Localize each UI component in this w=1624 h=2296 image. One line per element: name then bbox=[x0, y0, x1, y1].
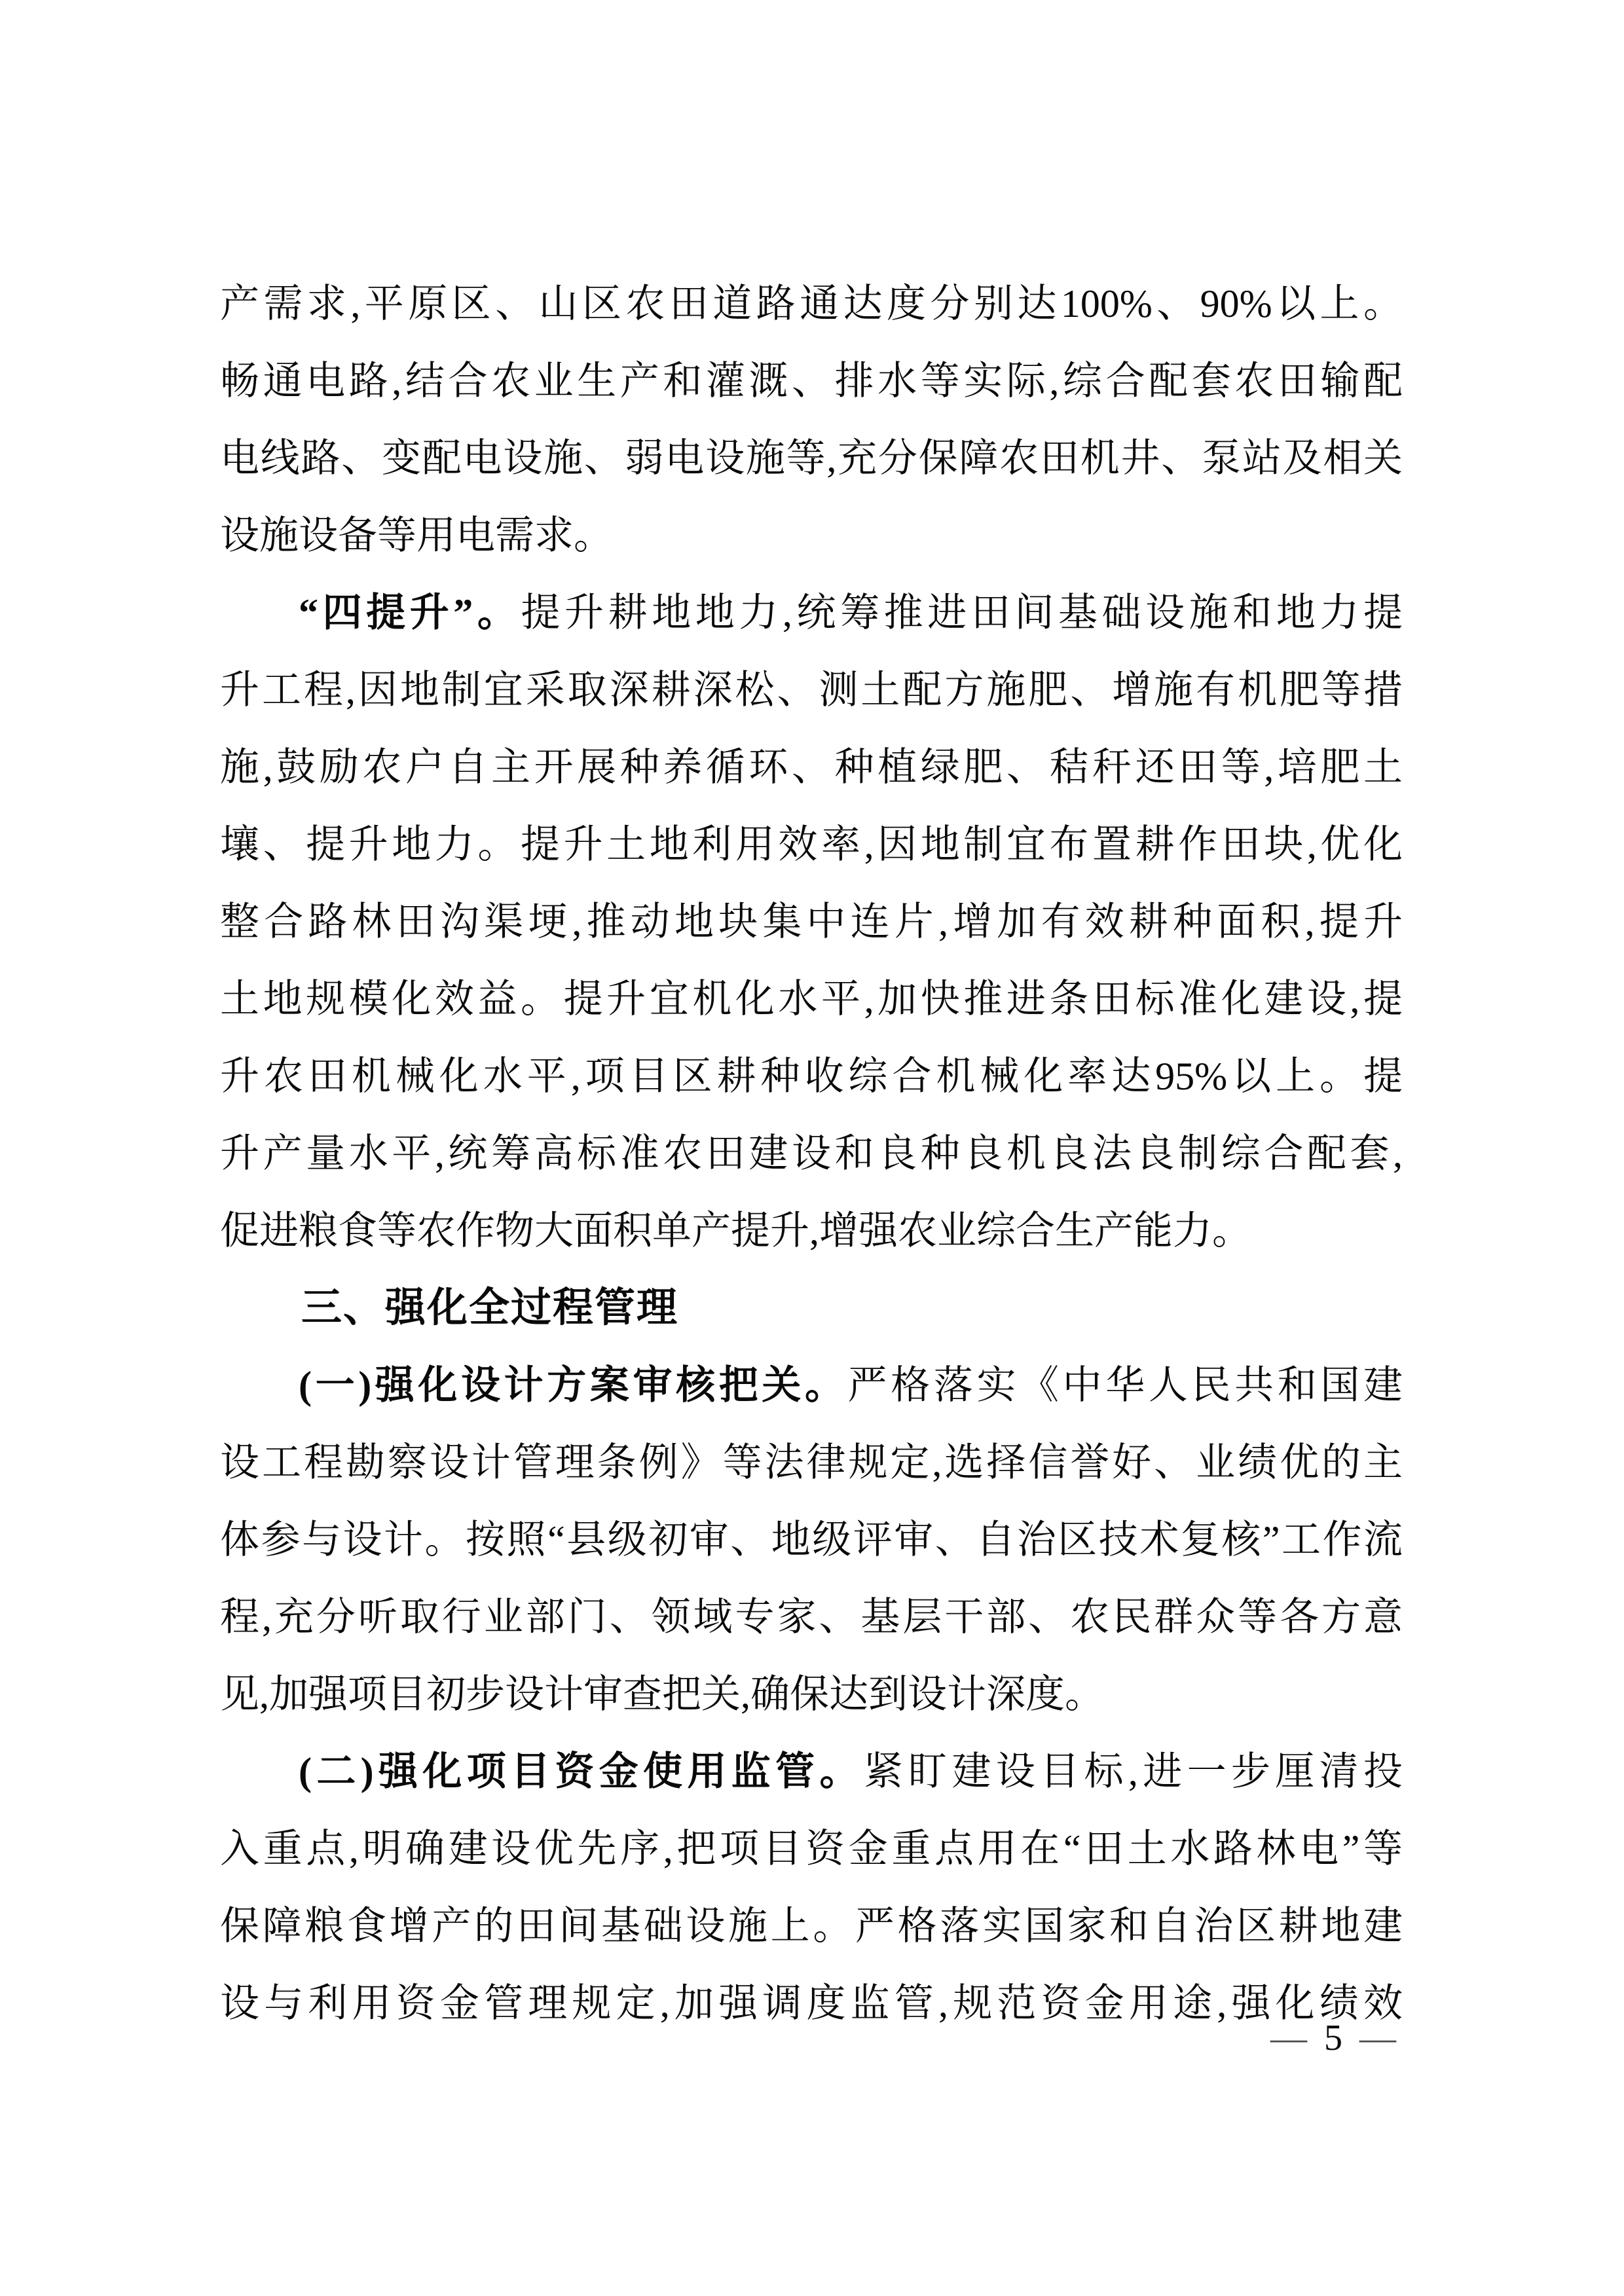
text-line bbox=[220, 497, 1403, 574]
line-text: 紧盯建设目标,进一步厘清投 bbox=[863, 1750, 1403, 1793]
text-line bbox=[220, 806, 1403, 883]
line-text: 程,充分听取行业部门、领域专家、基层干部、农民群众等各方意 bbox=[220, 1595, 1403, 1639]
text-line bbox=[220, 420, 1403, 497]
line-text: 提升耕地地力,统筹推进田间基础设施和地力提 bbox=[521, 591, 1403, 634]
section-heading bbox=[220, 1269, 1403, 1347]
text-line bbox=[220, 342, 1403, 420]
text-line bbox=[220, 1038, 1403, 1115]
text-block bbox=[220, 265, 1403, 2042]
line-text: 设施设备等用电需求。 bbox=[220, 514, 613, 557]
line-text: 产需求,平原区、山区农田道路通达度分别达100%、90%以上。 bbox=[220, 282, 1403, 325]
page-number bbox=[1270, 2015, 1396, 2061]
text-line bbox=[220, 1347, 1403, 1424]
text-line bbox=[220, 1115, 1403, 1192]
line-text: 严格落实《中华人民共和国建 bbox=[847, 1364, 1403, 1407]
line-text: 土地规模化效益。提升宜机化水平,加快推进条田标准化建设,提 bbox=[220, 977, 1403, 1021]
line-text: 保障粮食增产的田间基础设施上。严格落实国家和自治区耕地建 bbox=[220, 1904, 1403, 1948]
line-text: 升农田机械化水平,项目区耕种收综合机械化率达95%以上。提 bbox=[220, 1055, 1403, 1098]
text-line bbox=[220, 1656, 1403, 1733]
line-text: 升产量水平,统筹高标准农田建设和良种良机良法良制综合配套, bbox=[220, 1132, 1403, 1175]
emphasis-lead: (一)强化设计方案审核把关。 bbox=[299, 1364, 848, 1407]
text-line bbox=[220, 960, 1403, 1038]
line-text: 升工程,因地制宜采取深耕深松、测土配方施肥、增施有机肥等措 bbox=[220, 668, 1403, 712]
text-line bbox=[220, 265, 1403, 342]
emphasis-lead: (二)强化项目资金使用监管。 bbox=[299, 1750, 864, 1793]
page-number-dash-right: — bbox=[1359, 2018, 1396, 2058]
text-line bbox=[220, 883, 1403, 960]
line-text: 体参与设计。按照“县级初审、地级评审、自治区技术复核”工作流 bbox=[220, 1518, 1403, 1561]
text-line bbox=[220, 1733, 1403, 1810]
text-line bbox=[220, 574, 1403, 651]
text-line bbox=[220, 1965, 1403, 2042]
line-text: 见,加强项目初步设计审查把关,确保达到设计深度。 bbox=[220, 1673, 1104, 1716]
line-text: 畅通电路,结合农业生产和灌溉、排水等实际,综合配套农田输配 bbox=[220, 359, 1403, 403]
text-line bbox=[220, 1192, 1403, 1269]
text-line bbox=[220, 651, 1403, 729]
line-text: 壤、提升地力。提升土地利用效率,因地制宜布置耕作田块,优化 bbox=[220, 823, 1403, 866]
emphasis-lead: “四提升”。 bbox=[299, 591, 521, 634]
text-line bbox=[220, 1810, 1403, 1887]
page-number-value: 5 bbox=[1324, 2018, 1342, 2058]
line-text: 设工程勘察设计管理条例》等法律规定,选择信誉好、业绩优的主 bbox=[220, 1441, 1403, 1484]
text-line bbox=[220, 1578, 1403, 1656]
line-text: 设与利用资金管理规定,加强调度监管,规范资金用途,强化绩效 bbox=[220, 1982, 1403, 2025]
text-line bbox=[220, 729, 1403, 806]
line-text: 入重点,明确建设优先序,把项目资金重点用在“田土水路林电”等 bbox=[220, 1827, 1403, 1870]
text-line bbox=[220, 1424, 1403, 1501]
page-number-dash-left: — bbox=[1270, 2018, 1307, 2058]
line-text: 三、强化全过程管理 bbox=[301, 1285, 679, 1330]
text-line bbox=[220, 1887, 1403, 1965]
line-text: 促进粮食等农作物大面积单产提升,增强农业综合生产能力。 bbox=[220, 1209, 1251, 1252]
line-text: 电线路、变配电设施、弱电设施等,充分保障农田机井、泵站及相关 bbox=[220, 437, 1403, 480]
text-line bbox=[220, 1501, 1403, 1578]
line-text: 整合路林田沟渠埂,推动地块集中连片,增加有效耕种面积,提升 bbox=[220, 900, 1403, 943]
line-text: 施,鼓励农户自主开展种养循环、种植绿肥、秸秆还田等,培肥土 bbox=[220, 746, 1403, 789]
